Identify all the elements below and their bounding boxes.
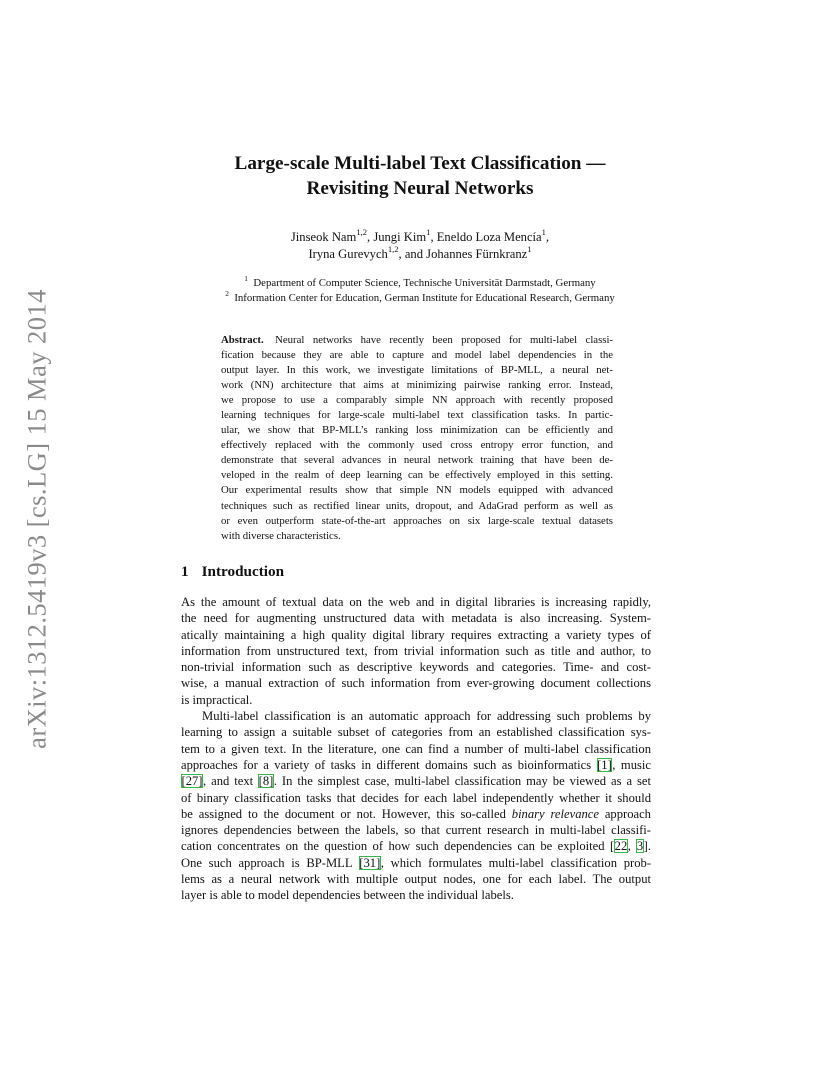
section-heading (181, 563, 284, 581)
author-name: Jungi Kim (373, 230, 427, 244)
abstract-line: we propose to use a comparably simple NN approach with recently proposed (221, 394, 613, 407)
abstract-line: effectively replaced with the commonly used cross entropy error function, and (221, 439, 613, 452)
citation-link[interactable]: [31] (359, 855, 381, 870)
abstract-line: output layer. In this work, we investigate limitations of BP-MLL, a neural net- (221, 364, 613, 377)
paragraph-1 (181, 594, 651, 708)
citation-link[interactable]: 3 (636, 839, 644, 854)
text-line: cation concentrates on the question of how such dependencies can be exploited [22, 3]. (181, 839, 651, 854)
arxiv-identifier-sidebar (14, 284, 60, 754)
arxiv-identifier: arXiv:1312.5419v3 [cs.LG] 15 May 2014 (21, 289, 52, 749)
text-line: the need for augmenting unstructured data with metadata is also increasing. System- (181, 611, 651, 626)
text-line: learning to assign a suitable subset of categories from an established classification sys- (181, 725, 651, 740)
text-line: information from unstructured text, from trivial information such as title and author, to (181, 643, 651, 658)
text-line: non-trivial information such as descriptive keywords and categories. Time- and cost- (181, 660, 651, 675)
abstract-line: fication because they are able to capture and model label dependencies in the (221, 349, 613, 362)
author-name: Johannes Fürnkranz (426, 246, 528, 261)
title-line-1: Large-scale Multi-label Text Classification — (234, 153, 606, 174)
abstract-line: learning techniques for large-scale multi-label text classification tasks. In partic- (221, 409, 613, 422)
affiliation-marker: 1 (244, 274, 248, 284)
abstract-line: techniques such as rectified linear units, dropout, and AdaGrad perform as well as (221, 499, 613, 512)
author-affiliation: 1,2 (356, 227, 368, 238)
author-name: Jinseok Nam (290, 230, 357, 244)
author-list (150, 229, 690, 262)
abstract (221, 333, 613, 544)
author-line-2 (150, 243, 690, 263)
text-line: Multi-label classification is an automatic approach for addressing such problems by (202, 709, 651, 724)
abstract-body (221, 333, 613, 544)
author-affiliation: 1 (426, 227, 431, 238)
citation-link[interactable]: [27] (181, 774, 203, 789)
abstract-line: veloped in the realm of deep learning can be effectively employed in this setting. (221, 469, 613, 482)
text-line: be assigned to the document or not. However, this so-called binary relevance approach (181, 806, 651, 821)
text-line: layer is able to model dependencies between the individual labels. (181, 888, 514, 903)
author-separator: , (545, 230, 550, 244)
citation-link[interactable]: [1] (597, 757, 612, 772)
abstract-line: Our experimental results show that simple NN models equipped with advanced (221, 484, 613, 497)
text-line: is impractical. (181, 692, 253, 707)
abstract-line: Abstract. Neural networks have recently been proposed for multi-label classi- (221, 334, 614, 346)
affiliation-text: Department of Computer Science, Technische Universität Darmstadt, Germany (253, 277, 596, 289)
affiliation-text: Information Center for Education, German Institute for Educational Research, Germany (234, 292, 615, 304)
abstract-label: Abstract. (221, 334, 264, 346)
text-line: atically maintaining a high quality digital library requires extracting a variety types of (181, 627, 651, 642)
text-line: approaches for a variety of tasks in different domains such as bioinformatics [1], music (181, 757, 651, 772)
author-name: Eneldo Loza Mencía (436, 230, 542, 244)
text-line: As the amount of textual data on the web and in digital libraries is increasing rapidly, (181, 595, 651, 609)
author-affiliation: 1 (527, 243, 532, 254)
affiliations (150, 276, 690, 306)
abstract-line: demonstrate that several advances in neural network training that have been de- (221, 454, 613, 467)
author-name: Iryna Gurevych (308, 246, 388, 261)
author-separator: , (367, 230, 374, 244)
text-line: wise, a manual extraction of such information from ever-growing document collections (181, 676, 651, 691)
citation-link[interactable]: [8] (258, 774, 274, 789)
affiliation-2 (150, 291, 690, 306)
abstract-line: or even outperform state-of-the-art approaches on six large-scale textual datasets (221, 514, 613, 527)
abstract-line: with diverse characteristics. (221, 529, 341, 542)
abstract-line: work (NN) architecture that aims at minimizing pairwise ranking error. Instead, (221, 379, 613, 392)
text-line: [27], and text [8]. In the simplest case, multi-label classification may be viewed as a set (181, 774, 651, 789)
text-line: lems as a neural network with multiple output nodes, one for each label. The output (181, 872, 651, 887)
citation-link[interactable]: 22 (614, 839, 628, 854)
author-separator: , (430, 230, 437, 244)
paper-title (150, 151, 690, 201)
section-title: Introduction (201, 563, 285, 580)
text-line: One such approach is BP-MLL [31], which formulates multi-label classification prob- (181, 855, 651, 870)
author-separator: , and (398, 246, 427, 261)
paragraph-2 (181, 708, 651, 904)
emphasis: binary relevance (511, 806, 599, 821)
author-line-1 (150, 229, 690, 246)
author-affiliation: 1,2 (387, 243, 399, 254)
introduction-body (181, 594, 651, 904)
abstract-line: ular, we show that BP-MLL’s ranking loss minimization can be efficiently and (221, 424, 613, 437)
section-number: 1 (181, 563, 189, 580)
title-line-2: Revisiting Neural Networks (306, 178, 534, 199)
text-line: of binary classification tasks that decides for each label independently whether it should (181, 790, 651, 805)
text-line: tem to a given text. In the literature, one can find a number of multi-label classification (181, 741, 651, 756)
text-line: ignores dependencies between the labels, so that current research in multi-label classifi- (181, 823, 651, 838)
affiliation-1 (150, 276, 690, 291)
affiliation-marker: 2 (225, 289, 229, 299)
author-affiliation: 1 (541, 227, 546, 238)
